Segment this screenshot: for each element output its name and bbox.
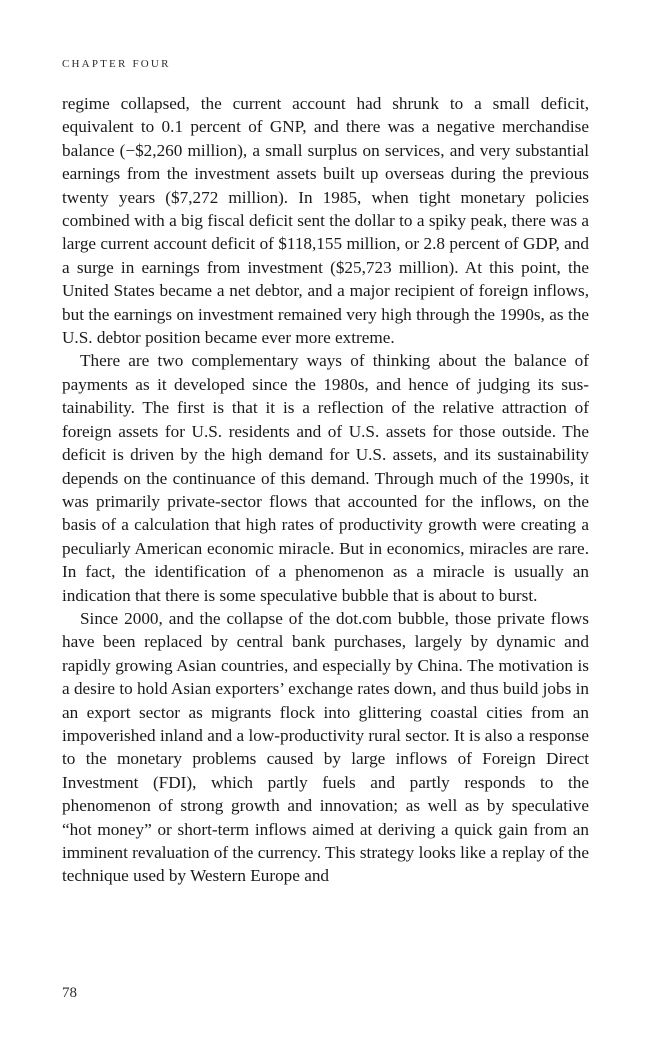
running-head: CHAPTER FOUR (62, 58, 171, 70)
page-number: 78 (62, 985, 77, 1001)
paragraph-1: regime collapsed, the current account had shrunk to a small deficit, equivalent to 0.1 percent of GNP, and there was a negative merchandise balance (−$2,260 million), a small surplus on services, and very substantial earnings from the investment assets built up overseas during the previous twenty years ($7,272 million). In 1985, when tight monetary policies combined with a big fiscal deficit sent the dollar to a spiky peak, there was a large current account deficit of $118,155 million, or 2.8 percent of GDP, and a surge in earnings from investment ($25,723 million). At this point, the United States became a net debtor, and a major recipient of foreign inflows, but the earnings on investment remained very high through the 1990s, as the U.S. debtor position became ever more extreme. (62, 94, 589, 348)
paragraph-3: Since 2000, and the collapse of the dot.com bubble, those private flows have been replaced by central bank purchases, largely by dynamic and rapidly growing Asian countries, and especially by China. The motivation is a desire to hold Asian exporters’ exchange rates down, and thus build jobs in an export sector as migrants flock into glittering coastal cities from an impoverished inland and a low-productivity rural sector. It is also a response to the monetary problems caused by large inflows of Foreign Direct Investment (FDI), which partly fuels and partly responds to the phenomenon of strong growth and innovation; as well as by speculative “hot money” or short-term inflows aimed at deriving a quick gain from an imminent revaluation of the currency. This strategy looks like a replay of the technique used by Western Europe and (62, 608, 589, 886)
paragraph-2: There are two complementary ways of thinking about the balance of payments as it developed since the 1980s, and hence of judging its sustainability. The first is that it is a reflection of the relative attraction of foreign assets for U.S. residents and of U.S. assets for those outside. The deficit is driven by the high demand for U.S. assets, and its sustainability depends on the continuance of this demand. Through much of the 1990s, it was primarily private-sector flows that accounted for the inflows, on the basis of a calculation that high rates of productivity growth were creating a peculiarly American economic miracle. But in economics, miracles are rare. In fact, the identification of a phenomenon as a miracle is usually an indication that there is some speculative bubble that is about to burst. (62, 351, 589, 605)
body-text (62, 92, 589, 888)
